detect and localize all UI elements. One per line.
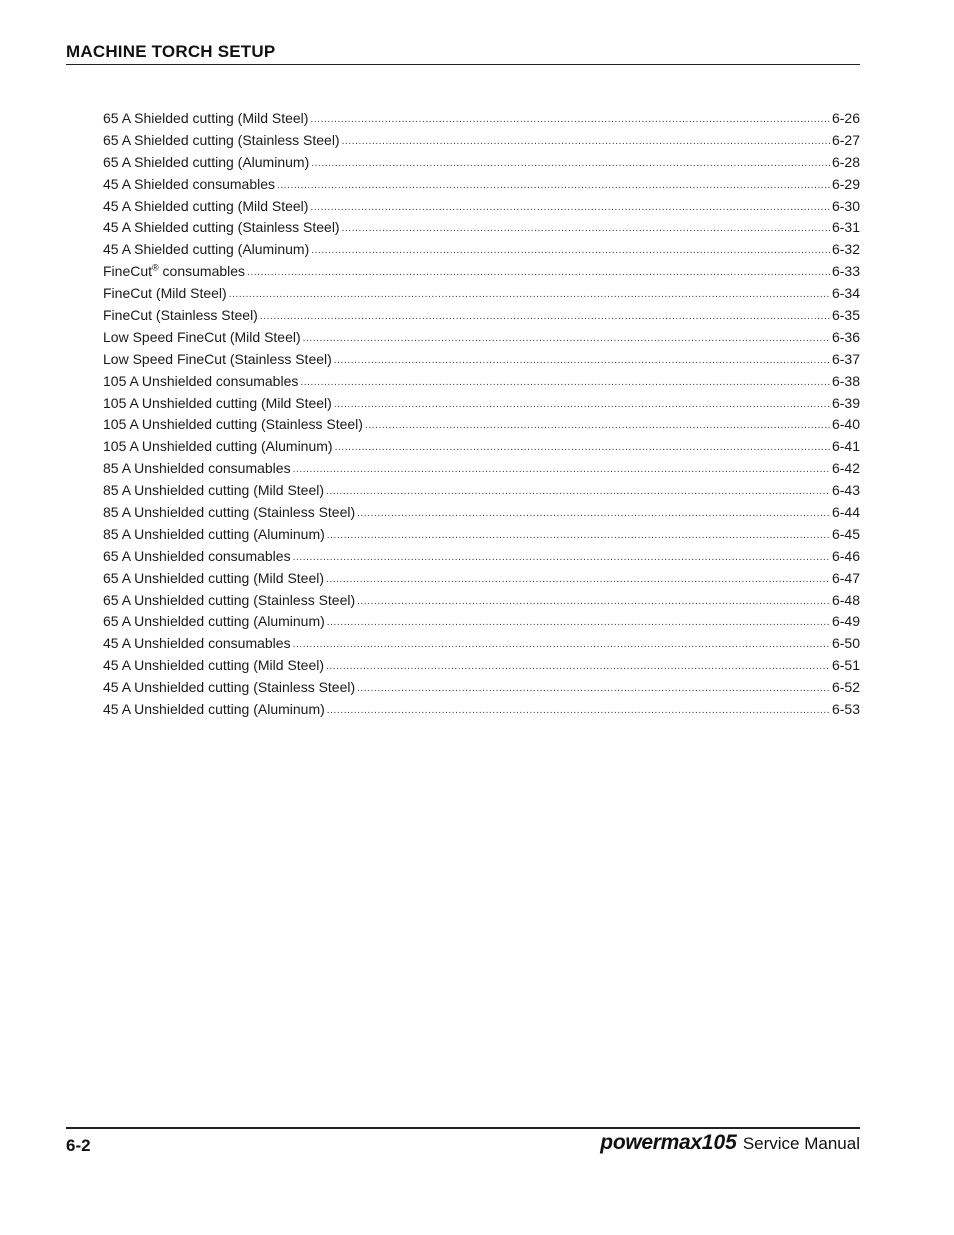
dot-leader (303, 328, 830, 350)
toc-entry (103, 305, 860, 327)
toc-entry-title: FineCut (Mild Steel) (103, 285, 227, 302)
toc-entry (103, 393, 860, 415)
dot-leader (310, 109, 830, 131)
toc-entry (103, 283, 860, 305)
toc-entry-page: 6-52 (831, 679, 860, 696)
toc-entry-page: 6-37 (831, 350, 860, 367)
toc-entry-label (103, 480, 324, 502)
toc-entry-label (103, 436, 333, 458)
toc-entry-page: 6-44 (831, 504, 860, 521)
toc-entry-page: 6-50 (831, 635, 860, 652)
dot-leader (342, 218, 830, 240)
toc-entry-label (103, 633, 291, 655)
toc-entry-title: 45 A Unshielded cutting (Mild Steel) (103, 657, 325, 674)
toc-entry-title: 65 A Unshielded cutting (Mild Steel) (103, 569, 325, 586)
header-divider (66, 64, 860, 65)
toc-entry-page: 6-53 (831, 701, 860, 718)
toc-entry-page: 6-33 (831, 263, 860, 280)
toc-entry (103, 261, 860, 283)
toc-entry-label (103, 327, 301, 349)
toc-entry-label (103, 349, 332, 371)
toc-entry-label (103, 546, 291, 568)
brand-suffix: Service Manual (742, 1134, 860, 1153)
toc-entry-label (103, 458, 291, 480)
section-title: MACHINE TORCH SETUP (66, 42, 276, 61)
toc-entry (103, 655, 860, 677)
toc-entry (103, 524, 860, 546)
brand-name: powermax (600, 1131, 702, 1154)
toc-entry-label (103, 217, 340, 239)
toc-entry-page: 6-32 (831, 241, 860, 258)
toc-entry-label (103, 261, 245, 283)
toc-entry-title: 65 A Shielded cutting (Mild Steel) (103, 110, 309, 126)
toc-entry (103, 196, 860, 218)
toc-entry (103, 546, 860, 568)
dot-leader (311, 240, 830, 262)
toc-entry (103, 130, 860, 152)
dot-leader (300, 372, 830, 394)
toc-entry-label (103, 524, 325, 546)
toc-entry-title: 65 A Shielded cutting (Aluminum) (103, 153, 310, 170)
toc-entry-title: 85 A Unshielded cutting (Stainless Steel) (103, 504, 356, 521)
toc-entry-page: 6-35 (831, 307, 860, 324)
toc-entry (103, 349, 860, 371)
dot-leader (293, 547, 830, 569)
toc-entry-page: 6-38 (831, 372, 860, 389)
dot-leader (327, 700, 830, 722)
toc-entry-label (103, 699, 325, 721)
toc-entry-title: 65 A Unshielded consumables (103, 547, 291, 564)
dot-leader (334, 350, 830, 372)
dot-leader (357, 678, 830, 700)
toc-entry-title: 45 A Unshielded cutting (Aluminum) (103, 701, 325, 718)
toc-entry (103, 327, 860, 349)
toc-entry-title: 105 A Unshielded cutting (Stainless Steel) (103, 416, 363, 433)
toc-entry-title: Low Speed FineCut (Mild Steel) (103, 328, 301, 345)
dot-leader (277, 175, 830, 197)
dot-leader (260, 306, 830, 328)
toc-entry-label (103, 196, 308, 218)
toc-entry-title: 85 A Unshielded cutting (Aluminum) (103, 525, 325, 542)
footer-page-number: 6-2 (66, 1136, 91, 1155)
toc-entry-page: 6-43 (831, 482, 860, 499)
toc-entry-title: 105 A Unshielded consumables (103, 372, 299, 389)
toc-entry (103, 217, 860, 239)
toc-entry-label (103, 283, 227, 305)
toc-entry-title: 65 A Shielded cutting (Stainless Steel) (103, 131, 340, 148)
toc-entry-label (103, 174, 275, 196)
toc-entry (103, 699, 860, 721)
toc-entry (103, 502, 860, 524)
toc-entry-label (103, 371, 298, 393)
dot-leader (310, 197, 830, 219)
toc-entry-page: 6-41 (831, 438, 860, 455)
toc-entry-page: 6-51 (831, 657, 860, 674)
dot-leader (327, 525, 830, 547)
dot-leader (326, 656, 830, 678)
toc-entry-label (103, 502, 355, 524)
toc-entry-label (103, 414, 363, 436)
toc-entry (103, 633, 860, 655)
toc-entry-page: 6-36 (831, 328, 860, 345)
toc-entry-title: 105 A Unshielded cutting (Aluminum) (103, 438, 333, 455)
dot-leader (357, 591, 830, 613)
toc-entry-title: FineCut (Stainless Steel) (103, 307, 258, 324)
dot-leader (293, 634, 830, 656)
toc-entry-title: 65 A Unshielded cutting (Stainless Steel) (103, 591, 356, 608)
toc-entry-page: 6-30 (831, 197, 860, 214)
toc-entry (103, 414, 860, 436)
toc-entry-label (103, 393, 332, 415)
toc-entry-label (103, 655, 324, 677)
dot-leader (335, 437, 830, 459)
toc-entry-title: 45 A Shielded consumables (103, 175, 276, 192)
dot-leader (342, 131, 830, 153)
toc-entry-label (103, 305, 258, 327)
toc-entry (103, 174, 860, 196)
toc-entry-title: 85 A Unshielded cutting (Mild Steel) (103, 482, 325, 499)
toc-entry (103, 436, 860, 458)
toc-entry (103, 458, 860, 480)
toc-entry-label (103, 677, 355, 699)
toc-entry-title: 65 A Unshielded cutting (Aluminum) (103, 613, 325, 630)
toc-entry-label (103, 152, 309, 174)
dot-leader (327, 612, 830, 634)
toc-entry-page: 6-39 (831, 394, 860, 411)
toc-entry-title: 45 A Shielded cutting (Mild Steel) (103, 197, 309, 214)
toc-entry-page: 6-46 (831, 547, 860, 564)
toc-entry (103, 239, 860, 261)
toc-entry-page: 6-28 (831, 153, 860, 170)
toc-entry-page: 6-29 (831, 175, 860, 192)
toc-entry (103, 480, 860, 502)
toc-entry-label (103, 108, 308, 130)
toc-entry (103, 611, 860, 633)
toc-entry-label (103, 568, 324, 590)
dot-leader (247, 262, 830, 284)
registered-mark: ® (152, 262, 159, 273)
toc-entry-title: 45 A Unshielded cutting (Stainless Steel) (103, 679, 356, 696)
toc-entry-label (103, 130, 340, 152)
toc-entry-page: 6-27 (831, 131, 860, 148)
toc-entry (103, 152, 860, 174)
footer-brand (600, 1131, 860, 1155)
toc-entry-title: 45 A Shielded cutting (Stainless Steel) (103, 219, 340, 236)
footer-divider (66, 1127, 860, 1129)
toc-entry-title: 85 A Unshielded consumables (103, 460, 291, 477)
toc-entry-label (103, 590, 355, 612)
dot-leader (357, 503, 830, 525)
toc-entry (103, 108, 860, 130)
toc-entry (103, 677, 860, 699)
toc-entry-title: 45 A Unshielded consumables (103, 635, 291, 652)
dot-leader (229, 284, 830, 306)
toc-entry-title: 105 A Unshielded cutting (Mild Steel) (103, 394, 332, 411)
toc-entry-page: 6-48 (831, 591, 860, 608)
dot-leader (293, 459, 830, 481)
toc-entry-label (103, 239, 309, 261)
table-of-contents (103, 108, 860, 721)
toc-entry-page: 6-34 (831, 285, 860, 302)
toc-entry-title: Low Speed FineCut (Stainless Steel) (103, 350, 332, 367)
toc-entry-page: 6-31 (831, 219, 860, 236)
dot-leader (311, 153, 830, 175)
toc-entry-title: FineCut (103, 263, 153, 280)
toc-entry-page: 6-26 (831, 110, 860, 126)
dot-leader (365, 415, 830, 437)
toc-entry-title: 45 A Shielded cutting (Aluminum) (103, 241, 310, 258)
toc-entry-page: 6-42 (831, 460, 860, 477)
toc-entry-page: 6-40 (831, 416, 860, 433)
brand-model: 105 (701, 1131, 737, 1154)
toc-entry-page: 6-47 (831, 569, 860, 586)
dot-leader (326, 569, 830, 591)
toc-entry (103, 568, 860, 590)
toc-entry-page: 6-49 (831, 613, 860, 630)
toc-entry-page: 6-45 (831, 525, 860, 542)
toc-entry (103, 590, 860, 612)
toc-entry (103, 371, 860, 393)
dot-leader (334, 394, 830, 416)
toc-entry-title-suffix: consumables (158, 263, 246, 280)
toc-entry-label (103, 611, 325, 633)
dot-leader (326, 481, 830, 503)
